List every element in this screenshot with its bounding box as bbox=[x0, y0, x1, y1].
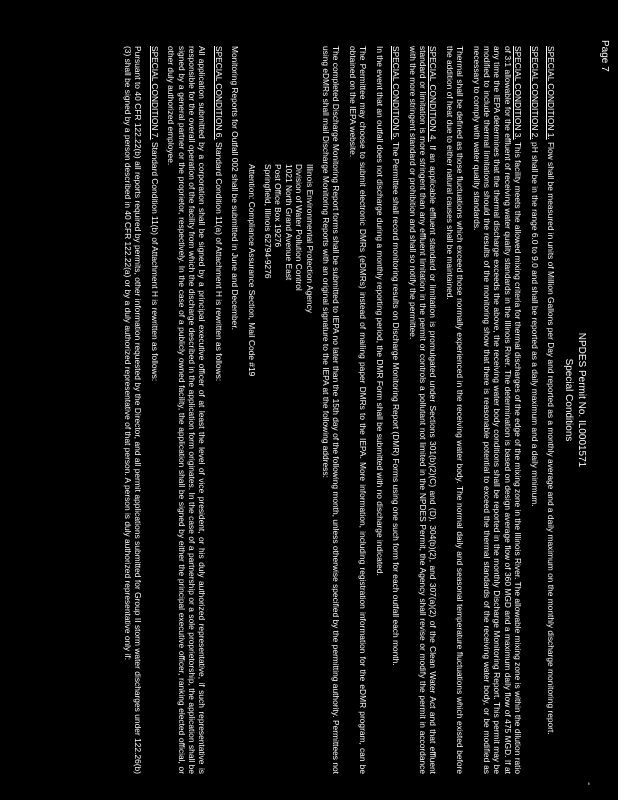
condition-paragraph bbox=[471, 46, 523, 774]
condition-body: Pursuant to 40 CFR 122.22(b) all reports required by permits, other information requested by the Director, and all permit applications submitted for Group II storm water discharges under 122.26(b)(3) shall be signed by a person described in 40 CFR 122.22(a) or by a duly authorized representative of that person. A person is duly authorized representative only if: bbox=[123, 46, 144, 774]
condition-text: Standard Condition 11(a) of Attachment H is rewritten as follows: bbox=[213, 142, 224, 382]
address-line: Springfield, Illinois 62794-9276 bbox=[263, 164, 274, 279]
address-attention: Attention: Compliance Assurance Section, Mail Code #19 bbox=[246, 164, 257, 377]
condition-paragraph bbox=[444, 46, 465, 774]
condition-label: SPECIAL CONDITION 2. bbox=[529, 46, 540, 140]
condition-paragraph bbox=[348, 46, 369, 774]
condition-paragraph bbox=[529, 46, 539, 774]
condition-label: SPECIAL CONDITION 1. bbox=[546, 46, 556, 140]
stray-mark: - bbox=[583, 782, 594, 786]
condition-text: In the event that an outfall does not discharge during a monthly reporting period, the DMR Form shall be submitted with no discharge indicated. bbox=[374, 46, 385, 576]
condition-label: SPECIAL CONDITION 4. bbox=[428, 46, 439, 142]
address-line: 1021 North Grand Avenue East bbox=[283, 164, 294, 281]
condition-paragraph bbox=[321, 46, 342, 774]
condition-paragraph bbox=[213, 46, 223, 774]
condition-paragraph bbox=[407, 46, 438, 774]
page-number: Page 7 bbox=[599, 40, 610, 72]
condition-text: The Permittee may choose to submit electronic DMRs (eDMRs) instead of mailing paper DMRs to the IEPA. More information, including registration information for the eDMR program, can be obtained on the IEPA website. bbox=[347, 46, 369, 774]
condition-text: Thermal shall be defined as those fluctuations which exceed those normally experienced in the receiving water body. The normal daily and seasonal temperature fluctuations which existed before the addition of heat due to either natural causes shall be maintained. bbox=[444, 46, 466, 774]
condition-text: Standard Condition 11(b) of Attachment H is rewritten as follows: bbox=[149, 142, 160, 382]
condition-paragraph bbox=[391, 46, 401, 774]
condition-text: Flow shall be measured in units of Million Gallons per Day and reported as a monthly average and a daily maximum on the monthly discharge monitoring report. bbox=[546, 142, 556, 735]
document-body bbox=[117, 46, 556, 774]
address-line: Division of Water Pollution Control bbox=[294, 164, 305, 291]
condition-label: SPECIAL CONDITION 6. bbox=[213, 46, 224, 140]
condition-paragraph bbox=[546, 46, 556, 774]
condition-text: The completed Discharge Monitoring Report forms shall be submitted to IEPA no later than the 15th day of the following month, unless otherwise specified by the permitting authority. Permittees not using eDMRs shall mail Discharge Monitoring Reports with an original signature to the IEPA at the following address: bbox=[321, 46, 342, 774]
condition-paragraph bbox=[374, 46, 384, 774]
condition-label: SPECIAL CONDITION 3. bbox=[513, 46, 524, 140]
document-header bbox=[562, 0, 588, 800]
condition-paragraph bbox=[149, 46, 159, 774]
section-title: Special Conditions bbox=[563, 358, 574, 442]
condition-text: The Permittee shall record monitoring results on Discharge Monitoring Report (DMR) Forms using one such form for each outfall each month. bbox=[391, 141, 402, 666]
permit-number: NPDES Permit No. IL0001571 bbox=[576, 332, 587, 468]
condition-text: pH shall be in the range 6.0 to 9.0 and shall be reported as a daily maximum and a daily minimum. bbox=[529, 142, 540, 507]
mailing-address bbox=[246, 164, 314, 774]
condition-label: SPECIAL CONDITION 5. bbox=[391, 46, 402, 140]
condition-text: This facility meets the allowed mixing criteria for thermal discharges of the edge of the mixing zone in the Illinois River. The allowable mixing zone is within the dilution ratio of 3:1 allowable for the effluent of receiving water quality standards in the Illinois River. The determination is based on design average flow of 360 MGD and a maximum daily flow of 475 MGD. If at any time the IEPA determines that the thermal discharge exceeds the above, the receiving water body conditions shall be reported in the monthly Discharge Monitoring Report. This permit may be modified to include thermal limitations should the results of the monitoring show that there is reasonable potential to exceed the thermal standards of the receiving water body, or be modified as necessary to comply with water quality standards. bbox=[471, 46, 524, 774]
address-line: Illinois Environmental Protection Agency bbox=[304, 164, 315, 313]
address-line: Post Office Box 19276 bbox=[273, 164, 284, 248]
condition-body: All application submitted by a corporation shall be signed by a principal executive officer of at least the level of vice president, or his duly authorized representative, if such representative is responsible for the overall operation of the facility from which the discharge described in the application form originates. In the case of a partnership or a sole proprietorship, the application shall be signed by a general partner or the proprietor, respectively. In the case of a publicly owned facility, the application shall be signed by either the principal executive officer, ranking elected official, or other duly authorized employee. bbox=[166, 46, 208, 774]
condition-label: SPECIAL CONDITION 7. bbox=[149, 46, 160, 140]
condition-text: If an applicable effluent standard or limitation is promulgated under Sections 301(b)(2)(C) and (D), 304(b)(2), and 307(a)(2) of the Clean Water Act and that effluent standard or limitation is more stringent than any effluent limitation in the permit or controls a pollutant not limited in the NPDES Permit, the Agency shall revise or modify the permit in accordance with the more stringent standard or prohibition and shall so notify the permittee. bbox=[407, 46, 439, 775]
monitoring-reports-note: Monitoring Reports for Outfall 002 shall be submitted in June and December. bbox=[230, 46, 241, 330]
